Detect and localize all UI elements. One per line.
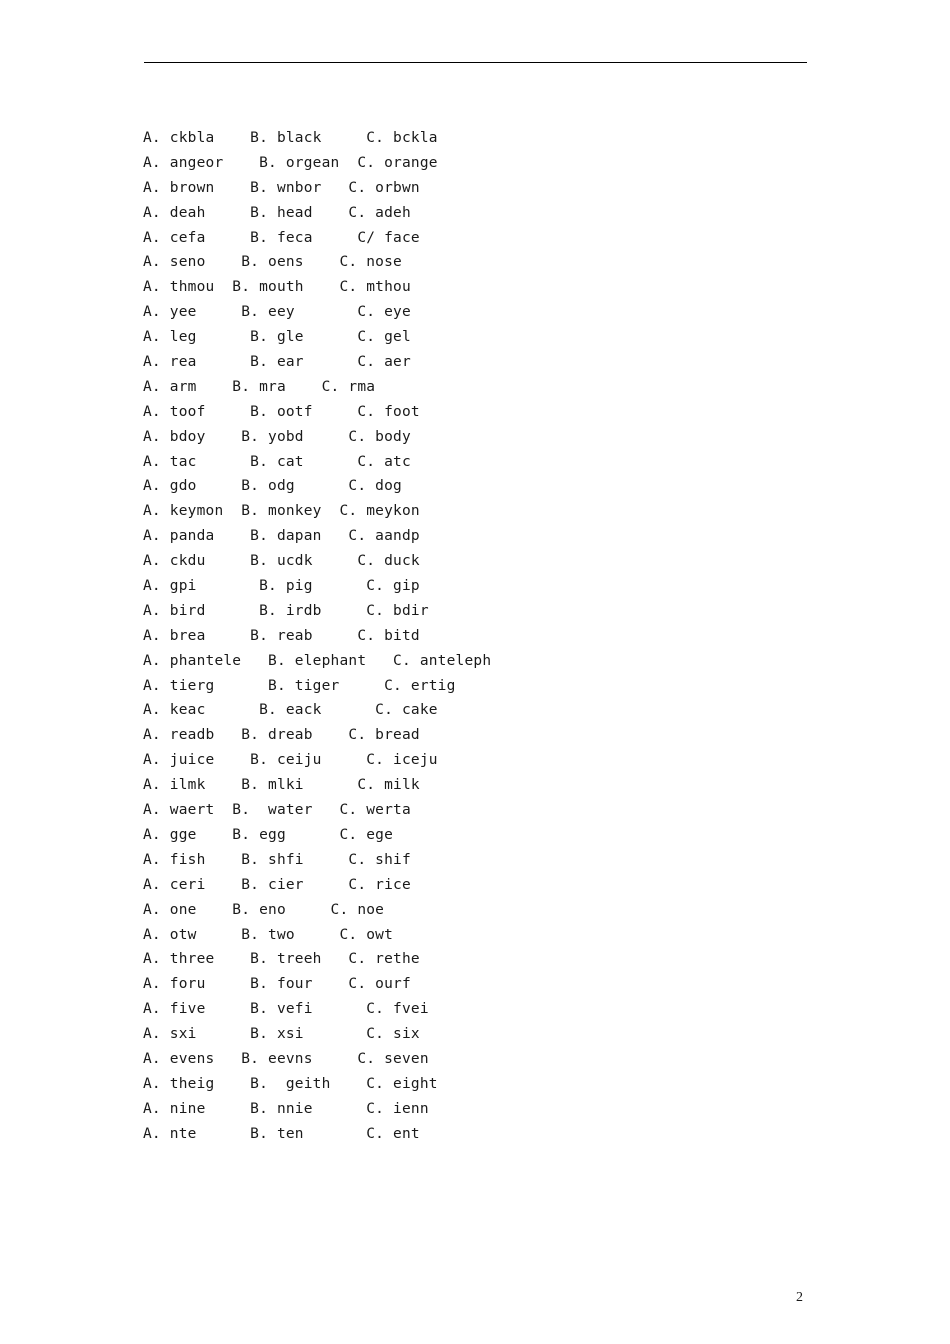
question-row: A. yee B. eey C. eye <box>143 304 411 321</box>
header-rule <box>144 62 807 63</box>
question-row: A. ceri B. cier C. rice <box>143 876 411 893</box>
question-row: A. arm B. mra C. rma <box>143 378 376 395</box>
question-row: A. juice B. ceiju C. iceju <box>143 752 438 769</box>
question-row: A. seno B. oens C. nose <box>143 254 402 271</box>
question-row: A. phantele B. elephant C. anteleph <box>143 652 492 669</box>
question-row: A. panda B. dapan C. aandp <box>143 528 420 545</box>
question-row: A. ckbla B. black C. bckla <box>143 130 438 146</box>
question-row: A. thmou B. mouth C. mthou <box>143 279 411 296</box>
page-number: 2 <box>796 1290 803 1305</box>
question-row: A. keac B. eack C. cake <box>143 702 438 719</box>
question-row: A. foru B. four C. ourf <box>143 976 411 993</box>
question-row: A. gpi B. pig C. gip <box>143 578 420 595</box>
question-row: A. readb B. dreab C. bread <box>143 727 420 744</box>
question-row: A. rea B. ear C. aer <box>143 354 411 371</box>
question-row: A. leg B. gle C. gel <box>143 329 411 346</box>
question-row: A. cefa B. feca C/ face <box>143 229 420 246</box>
question-row: A. gge B. egg C. ege <box>143 826 394 843</box>
question-row: A. ilmk B. mlki C. milk <box>143 777 420 794</box>
question-row: A. brown B. wnbor C. orbwn <box>143 179 420 196</box>
question-row: A. angeor B. orgean C. orange <box>143 154 438 171</box>
question-row: A. five B. vefi C. fvei <box>143 1001 429 1018</box>
question-row: A. bdoy B. yobd C. body <box>143 428 411 445</box>
question-row: A. bird B. irdb C. bdir <box>143 602 429 619</box>
question-row: A. nte B. ten C. ent <box>143 1125 420 1142</box>
question-row: A. waert B. water C. werta <box>143 802 411 819</box>
word-choice-list <box>143 126 763 1147</box>
question-row: A. one B. eno C. noe <box>143 901 385 918</box>
question-row: A. nine B. nnie C. ienn <box>143 1100 429 1117</box>
question-row: A. tierg B. tiger C. ertig <box>143 677 456 694</box>
question-row: A. fish B. shfi C. shif <box>143 851 411 868</box>
question-row: A. keymon B. monkey C. meykon <box>143 503 420 520</box>
question-row: A. toof B. ootf C. foot <box>143 403 420 420</box>
question-row: A. brea B. reab C. bitd <box>143 627 420 644</box>
question-row: A. deah B. head C. adeh <box>143 204 411 221</box>
question-row: A. evens B. eevns C. seven <box>143 1050 429 1067</box>
question-row: A. theig B. geith C. eight <box>143 1075 438 1092</box>
question-row: A. three B. treeh C. rethe <box>143 951 420 968</box>
question-row: A. otw B. two C. owt <box>143 926 394 943</box>
question-row: A. tac B. cat C. atc <box>143 453 411 470</box>
question-row: A. ckdu B. ucdk C. duck <box>143 553 420 570</box>
question-row: A. gdo B. odg C. dog <box>143 478 402 495</box>
question-row: A. sxi B. xsi C. six <box>143 1026 420 1043</box>
